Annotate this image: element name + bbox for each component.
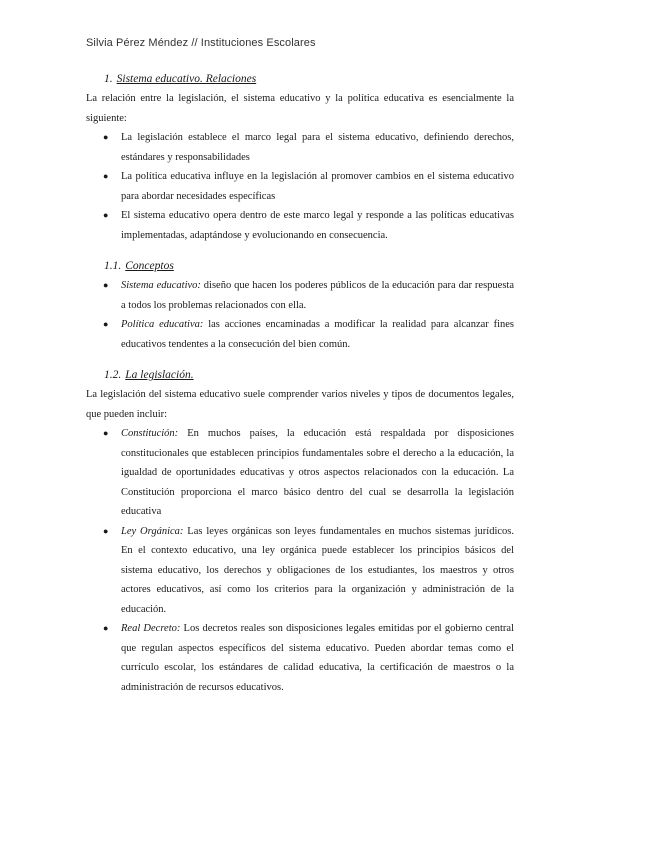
list-item: ● Sistema educativo: diseño que hacen los poderes públicos de la educación para dar respuesta a todos los problemas relacionados con ella. [86,276,514,315]
section-number: 1.1. [104,260,122,272]
section-1-list [86,128,514,245]
page-header: Silvia Pérez Méndez // Instituciones Escolares [86,37,316,49]
bullet-icon: ● [103,623,109,633]
section-1-1-heading [86,257,514,276]
term: Constitución: [121,428,179,439]
list-item: ● La política educativa influye en la legislación al promover cambios en el sistema educativo para abordar necesidades específicas [86,167,514,206]
bullet-icon: ● [103,132,109,142]
section-title: Conceptos [125,260,174,272]
term: Política educativa: [121,319,204,330]
list-item: ● La legislación establece el marco legal para el sistema educativo, definiendo derechos, estándares y responsabilidades [86,128,514,167]
section-1-intro: La relación entre la legislación, el sistema educativo y la política educativa es esencialmente la siguiente: [86,93,514,124]
section-number: 1. [104,73,113,85]
section-1-2-intro: La legislación del sistema educativo suele comprender varios niveles y tipos de documentos legales, que pueden incluir: [86,389,514,420]
bullet-icon: ● [103,210,109,220]
list-item: ● Real Decreto: Los decretos reales son disposiciones legales emitidas por el gobierno central que regulan aspectos específicos del sistema educativo. Pueden abordar temas como el currículo escolar, los estándares de calidad educativa, la certificación de maestros o la administración de recursos educativos. [86,619,514,697]
bullet-icon: ● [103,280,109,290]
section-1-1-list [86,276,514,354]
section-title: La legislación. [125,369,194,381]
term: Sistema educativo: [121,280,201,291]
bullet-icon: ● [103,428,109,438]
bullet-icon: ● [103,319,109,329]
section-1-heading [86,70,514,89]
section-1-2-list [86,424,514,697]
bullet-icon: ● [103,525,109,536]
list-item: ● Constitución: En muchos países, la educación está respaldada por disposiciones constitucionales que establecen principios fundamentales sobre el derecho a la educación, la igualdad de oportunidades educativas y otros aspectos relacionados con la educación. La Constitución proporciona el marco básico dentro del cual se desarrolla la legislación educativa [86,424,514,522]
section-1-2-heading [86,366,514,385]
term: Ley Orgánica: [121,525,184,537]
section-number: 1.2. [104,369,122,381]
bullet-icon: ● [103,171,109,181]
list-item: ● Ley Orgánica: Las leyes orgánicas son leyes fundamentales en muchos sistemas jurídicos. En el contexto educativo, una ley orgánica puede establecer los principios básicos del sistema educativo, los derechos y obligaciones de los estudiantes, los maestros y otros actores educativos, así como los criterios para la organización y administración de la educación. [86,522,514,620]
document-body [86,70,514,697]
list-item: ● El sistema educativo opera dentro de este marco legal y responde a las políticas educativas implementadas, adaptándose y evolucionando en consecuencia. [86,206,514,245]
term: Real Decreto: [121,623,181,634]
list-item: ● Política educativa: las acciones encaminadas a modificar la realidad para alcanzar fines educativos tendentes a la consecución del bien común. [86,315,514,354]
section-title: Sistema educativo. Relaciones [116,73,257,85]
